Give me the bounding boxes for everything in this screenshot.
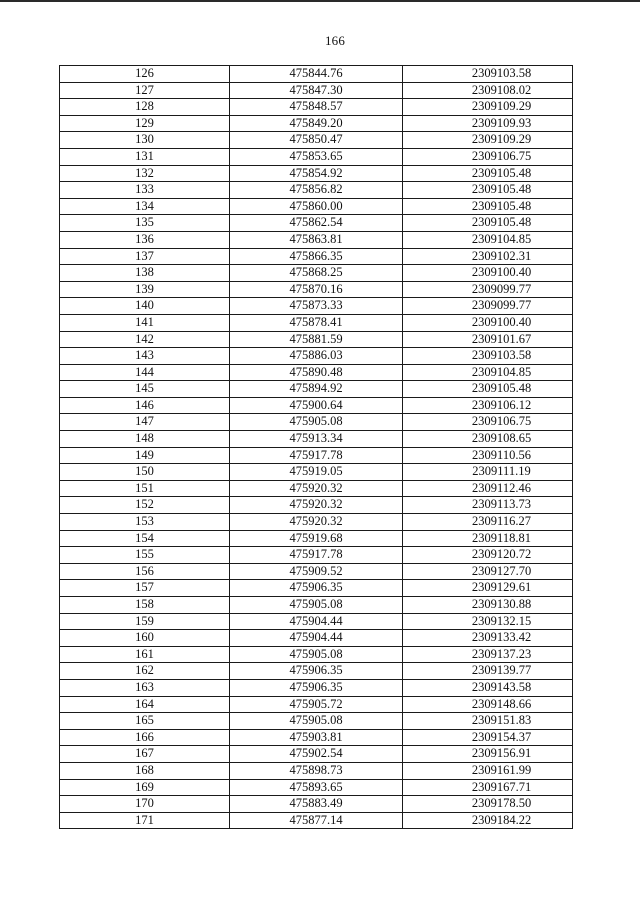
y-coordinate-cell: 2309105.48 (403, 165, 573, 182)
y-coordinate-cell: 2309105.48 (403, 182, 573, 199)
point-number-cell: 154 (60, 530, 230, 547)
y-coordinate-cell: 2309148.66 (403, 696, 573, 713)
y-coordinate-cell: 2309103.58 (403, 348, 573, 365)
y-coordinate-cell: 2309116.27 (403, 514, 573, 531)
y-coordinate-cell: 2309099.77 (403, 298, 573, 315)
table-row (60, 547, 573, 564)
point-number-cell: 160 (60, 630, 230, 647)
table-row (60, 198, 573, 215)
x-coordinate-cell: 475848.57 (230, 99, 403, 116)
table-row (60, 729, 573, 746)
table-row (60, 613, 573, 630)
y-coordinate-cell: 2309156.91 (403, 746, 573, 763)
y-coordinate-cell: 2309143.58 (403, 679, 573, 696)
point-number-cell: 138 (60, 265, 230, 282)
point-number-cell: 137 (60, 248, 230, 265)
point-number-cell: 165 (60, 713, 230, 730)
point-number-cell: 136 (60, 231, 230, 248)
x-coordinate-cell: 475900.64 (230, 397, 403, 414)
table-row (60, 646, 573, 663)
y-coordinate-cell: 2309101.67 (403, 331, 573, 348)
table-row (60, 265, 573, 282)
x-coordinate-cell: 475909.52 (230, 563, 403, 580)
point-number-cell: 132 (60, 165, 230, 182)
x-coordinate-cell: 475890.48 (230, 364, 403, 381)
table-row (60, 464, 573, 481)
x-coordinate-cell: 475849.20 (230, 115, 403, 132)
point-number-cell: 127 (60, 82, 230, 99)
x-coordinate-cell: 475919.05 (230, 464, 403, 481)
x-coordinate-cell: 475905.08 (230, 414, 403, 431)
point-number-cell: 151 (60, 480, 230, 497)
x-coordinate-cell: 475883.49 (230, 796, 403, 813)
point-number-cell: 145 (60, 381, 230, 398)
y-coordinate-cell: 2309103.58 (403, 66, 573, 83)
x-coordinate-cell: 475862.54 (230, 215, 403, 232)
table-row (60, 132, 573, 149)
table-row (60, 364, 573, 381)
point-number-cell: 133 (60, 182, 230, 199)
point-number-cell: 162 (60, 663, 230, 680)
point-number-cell: 141 (60, 314, 230, 331)
x-coordinate-cell: 475854.92 (230, 165, 403, 182)
x-coordinate-cell: 475920.32 (230, 514, 403, 531)
point-number-cell: 148 (60, 431, 230, 448)
y-coordinate-cell: 2309118.81 (403, 530, 573, 547)
y-coordinate-cell: 2309133.42 (403, 630, 573, 647)
x-coordinate-cell: 475906.35 (230, 679, 403, 696)
table-row (60, 779, 573, 796)
point-number-cell: 153 (60, 514, 230, 531)
y-coordinate-cell: 2309106.75 (403, 414, 573, 431)
table-row (60, 182, 573, 199)
table-row (60, 99, 573, 116)
x-coordinate-cell: 475905.72 (230, 696, 403, 713)
point-number-cell: 158 (60, 597, 230, 614)
point-number-cell: 140 (60, 298, 230, 315)
point-number-cell: 152 (60, 497, 230, 514)
x-coordinate-cell: 475920.32 (230, 480, 403, 497)
x-coordinate-cell: 475868.25 (230, 265, 403, 282)
table-row (60, 414, 573, 431)
y-coordinate-cell: 2309120.72 (403, 547, 573, 564)
table-row (60, 298, 573, 315)
point-number-cell: 143 (60, 348, 230, 365)
page-number: 166 (324, 33, 346, 48)
point-number-cell: 144 (60, 364, 230, 381)
point-number-cell: 146 (60, 397, 230, 414)
table-row (60, 331, 573, 348)
table-row (60, 812, 573, 829)
point-number-cell: 159 (60, 613, 230, 630)
table-row (60, 381, 573, 398)
x-coordinate-cell: 475856.82 (230, 182, 403, 199)
x-coordinate-cell: 475917.78 (230, 447, 403, 464)
point-number-cell: 156 (60, 563, 230, 580)
table-row (60, 66, 573, 83)
point-number-cell: 161 (60, 646, 230, 663)
point-number-cell: 169 (60, 779, 230, 796)
table-row (60, 497, 573, 514)
x-coordinate-cell: 475886.03 (230, 348, 403, 365)
table-row (60, 348, 573, 365)
y-coordinate-cell: 2309109.29 (403, 132, 573, 149)
x-coordinate-cell: 475904.44 (230, 613, 403, 630)
table-row (60, 713, 573, 730)
point-number-cell: 171 (60, 812, 230, 829)
y-coordinate-cell: 2309102.31 (403, 248, 573, 265)
x-coordinate-cell: 475905.08 (230, 597, 403, 614)
y-coordinate-cell: 2309104.85 (403, 364, 573, 381)
table-row (60, 215, 573, 232)
x-coordinate-cell: 475905.08 (230, 713, 403, 730)
y-coordinate-cell: 2309109.93 (403, 115, 573, 132)
y-coordinate-cell: 2309132.15 (403, 613, 573, 630)
table-row (60, 580, 573, 597)
x-coordinate-cell: 475913.34 (230, 431, 403, 448)
point-number-cell: 150 (60, 464, 230, 481)
point-number-cell: 129 (60, 115, 230, 132)
y-coordinate-cell: 2309111.19 (403, 464, 573, 481)
y-coordinate-cell: 2309161.99 (403, 762, 573, 779)
x-coordinate-cell: 475866.35 (230, 248, 403, 265)
x-coordinate-cell: 475844.76 (230, 66, 403, 83)
table-row (60, 431, 573, 448)
y-coordinate-cell: 2309129.61 (403, 580, 573, 597)
table-row (60, 115, 573, 132)
table-row (60, 696, 573, 713)
y-coordinate-cell: 2309151.83 (403, 713, 573, 730)
y-coordinate-cell: 2309137.23 (403, 646, 573, 663)
table-row (60, 663, 573, 680)
table-row (60, 630, 573, 647)
x-coordinate-cell: 475863.81 (230, 231, 403, 248)
x-coordinate-cell: 475904.44 (230, 630, 403, 647)
y-coordinate-cell: 2309130.88 (403, 597, 573, 614)
point-number-cell: 142 (60, 331, 230, 348)
y-coordinate-cell: 2309105.48 (403, 381, 573, 398)
table-row (60, 597, 573, 614)
y-coordinate-cell: 2309178.50 (403, 796, 573, 813)
x-coordinate-cell: 475850.47 (230, 132, 403, 149)
table-row (60, 480, 573, 497)
table-row (60, 281, 573, 298)
point-number-cell: 155 (60, 547, 230, 564)
y-coordinate-cell: 2309104.85 (403, 231, 573, 248)
table-row (60, 530, 573, 547)
top-border-line (0, 0, 640, 2)
table-row (60, 679, 573, 696)
coordinates-table (59, 65, 573, 829)
x-coordinate-cell: 475870.16 (230, 281, 403, 298)
y-coordinate-cell: 2309184.22 (403, 812, 573, 829)
table-row (60, 514, 573, 531)
x-coordinate-cell: 475873.33 (230, 298, 403, 315)
table-row (60, 563, 573, 580)
point-number-cell: 126 (60, 66, 230, 83)
table-row (60, 746, 573, 763)
table-row (60, 796, 573, 813)
x-coordinate-cell: 475903.81 (230, 729, 403, 746)
y-coordinate-cell: 2309127.70 (403, 563, 573, 580)
table-row (60, 397, 573, 414)
y-coordinate-cell: 2309105.48 (403, 198, 573, 215)
table-row (60, 82, 573, 99)
x-coordinate-cell: 475893.65 (230, 779, 403, 796)
y-coordinate-cell: 2309154.37 (403, 729, 573, 746)
point-number-cell: 130 (60, 132, 230, 149)
x-coordinate-cell: 475877.14 (230, 812, 403, 829)
x-coordinate-cell: 475898.73 (230, 762, 403, 779)
coordinates-table-body (60, 66, 573, 829)
point-number-cell: 157 (60, 580, 230, 597)
table-row (60, 314, 573, 331)
y-coordinate-cell: 2309106.75 (403, 148, 573, 165)
y-coordinate-cell: 2309139.77 (403, 663, 573, 680)
point-number-cell: 170 (60, 796, 230, 813)
x-coordinate-cell: 475853.65 (230, 148, 403, 165)
x-coordinate-cell: 475905.08 (230, 646, 403, 663)
table-row (60, 762, 573, 779)
point-number-cell: 139 (60, 281, 230, 298)
table-row (60, 148, 573, 165)
x-coordinate-cell: 475920.32 (230, 497, 403, 514)
y-coordinate-cell: 2309106.12 (403, 397, 573, 414)
y-coordinate-cell: 2309099.77 (403, 281, 573, 298)
table-row (60, 447, 573, 464)
y-coordinate-cell: 2309112.46 (403, 480, 573, 497)
y-coordinate-cell: 2309167.71 (403, 779, 573, 796)
point-number-cell: 149 (60, 447, 230, 464)
x-coordinate-cell: 475878.41 (230, 314, 403, 331)
y-coordinate-cell: 2309105.48 (403, 215, 573, 232)
x-coordinate-cell: 475894.92 (230, 381, 403, 398)
point-number-cell: 131 (60, 148, 230, 165)
point-number-cell: 168 (60, 762, 230, 779)
x-coordinate-cell: 475847.30 (230, 82, 403, 99)
point-number-cell: 163 (60, 679, 230, 696)
y-coordinate-cell: 2309110.56 (403, 447, 573, 464)
x-coordinate-cell: 475902.54 (230, 746, 403, 763)
table-row (60, 165, 573, 182)
point-number-cell: 147 (60, 414, 230, 431)
point-number-cell: 128 (60, 99, 230, 116)
y-coordinate-cell: 2309100.40 (403, 265, 573, 282)
point-number-cell: 164 (60, 696, 230, 713)
point-number-cell: 166 (60, 729, 230, 746)
point-number-cell: 134 (60, 198, 230, 215)
x-coordinate-cell: 475917.78 (230, 547, 403, 564)
y-coordinate-cell: 2309100.40 (403, 314, 573, 331)
x-coordinate-cell: 475881.59 (230, 331, 403, 348)
point-number-cell: 135 (60, 215, 230, 232)
table-row (60, 248, 573, 265)
y-coordinate-cell: 2309109.29 (403, 99, 573, 116)
point-number-cell: 167 (60, 746, 230, 763)
table-row (60, 231, 573, 248)
x-coordinate-cell: 475860.00 (230, 198, 403, 215)
x-coordinate-cell: 475906.35 (230, 580, 403, 597)
y-coordinate-cell: 2309108.02 (403, 82, 573, 99)
x-coordinate-cell: 475919.68 (230, 530, 403, 547)
x-coordinate-cell: 475906.35 (230, 663, 403, 680)
y-coordinate-cell: 2309108.65 (403, 431, 573, 448)
y-coordinate-cell: 2309113.73 (403, 497, 573, 514)
